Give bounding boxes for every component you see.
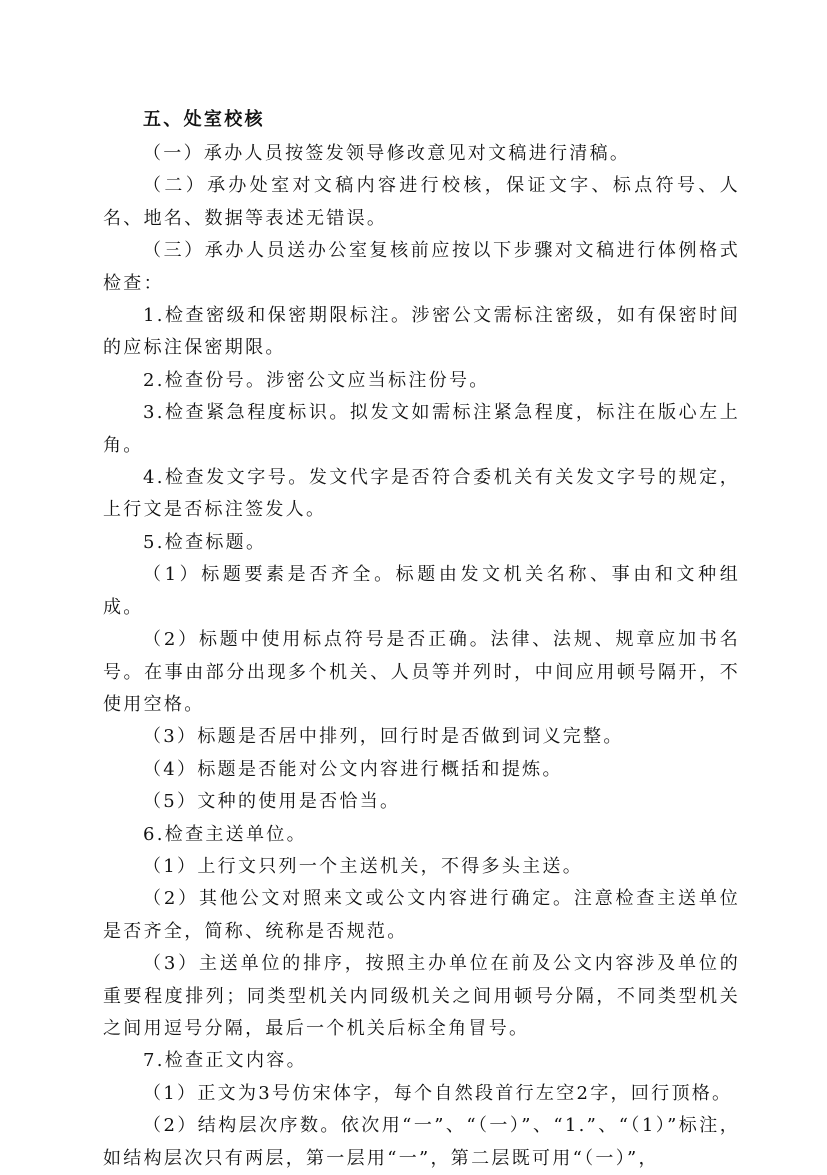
paragraph: 6.检查主送单位。 [143, 823, 307, 845]
section-heading: 五、处室校核 [143, 109, 265, 130]
paragraph: 7.检查正文内容。 [143, 1050, 307, 1072]
paragraph: （1）上行文只列一个主送机关，不得多头主送。 [143, 855, 584, 877]
document-page [103, 104, 740, 1175]
paragraph: （5）文种的使用是否恰当。 [143, 791, 401, 813]
paragraph: （3）标题是否居中排列，回行时是否做到词义完整。 [143, 726, 624, 748]
paragraph: 1.检查密级和保密期限标注。涉密公文需标注密级，如有保密时间的应标注保密期限。 [103, 305, 740, 359]
paragraph: 2.检查份号。涉密公文应当标注份号。 [143, 369, 490, 391]
paragraph: （三）承办人员送办公室复核前应按以下步骤对文稿进行体例格式检查： [103, 240, 740, 294]
paragraph: （2）标题中使用标点符号是否正确。法律、法规、规章应加书名号。在事由部分出现多个机关、人员等并列时，中间应用顿号隔开，不使用空格。 [103, 629, 740, 715]
paragraph: （一）承办人员按签发领导修改意见对文稿进行清稿。 [143, 143, 631, 164]
paragraph: 3.检查紧急程度标识。拟发文如需标注紧急程度，标注在版心左上角。 [103, 402, 740, 456]
paragraph: （2）结构层次序数。依次用“一”、“（一）”、“1.”、“（1）”标注，如结构层次只有两层，第一层用“一”，第二层既可用“（一）”， [103, 1115, 740, 1169]
paragraph: （二）承办处室对文稿内容进行校核，保证文字、标点符号、人名、地名、数据等表述无错误。 [103, 175, 740, 229]
paragraph: （1）标题要素是否齐全。标题由发文机关名称、事由和文种组成。 [103, 564, 740, 618]
paragraph: 5.检查标题。 [143, 531, 267, 553]
paragraph: （4）标题是否能对公文内容进行概括和提炼。 [143, 758, 563, 780]
paragraph: 4.检查发文字号。发文代字是否符合委机关有关发文字号的规定，上行文是否标注签发人。 [103, 467, 740, 521]
paragraph: （2）其他公文对照来文或公文内容进行确定。注意检查主送单位是否齐全，简称、统称是否规范。 [103, 888, 740, 942]
paragraph: （1）正文为3号仿宋体字，每个自然段首行左空2字，回行顶格。 [143, 1082, 733, 1104]
paragraph: （3）主送单位的排序，按照主办单位在前及公文内容涉及单位的重要程度排列；同类型机关内同级机关之间用顿号分隔，不同类型机关之间用逗号分隔，最后一个机关后标全角冒号。 [103, 953, 740, 1039]
